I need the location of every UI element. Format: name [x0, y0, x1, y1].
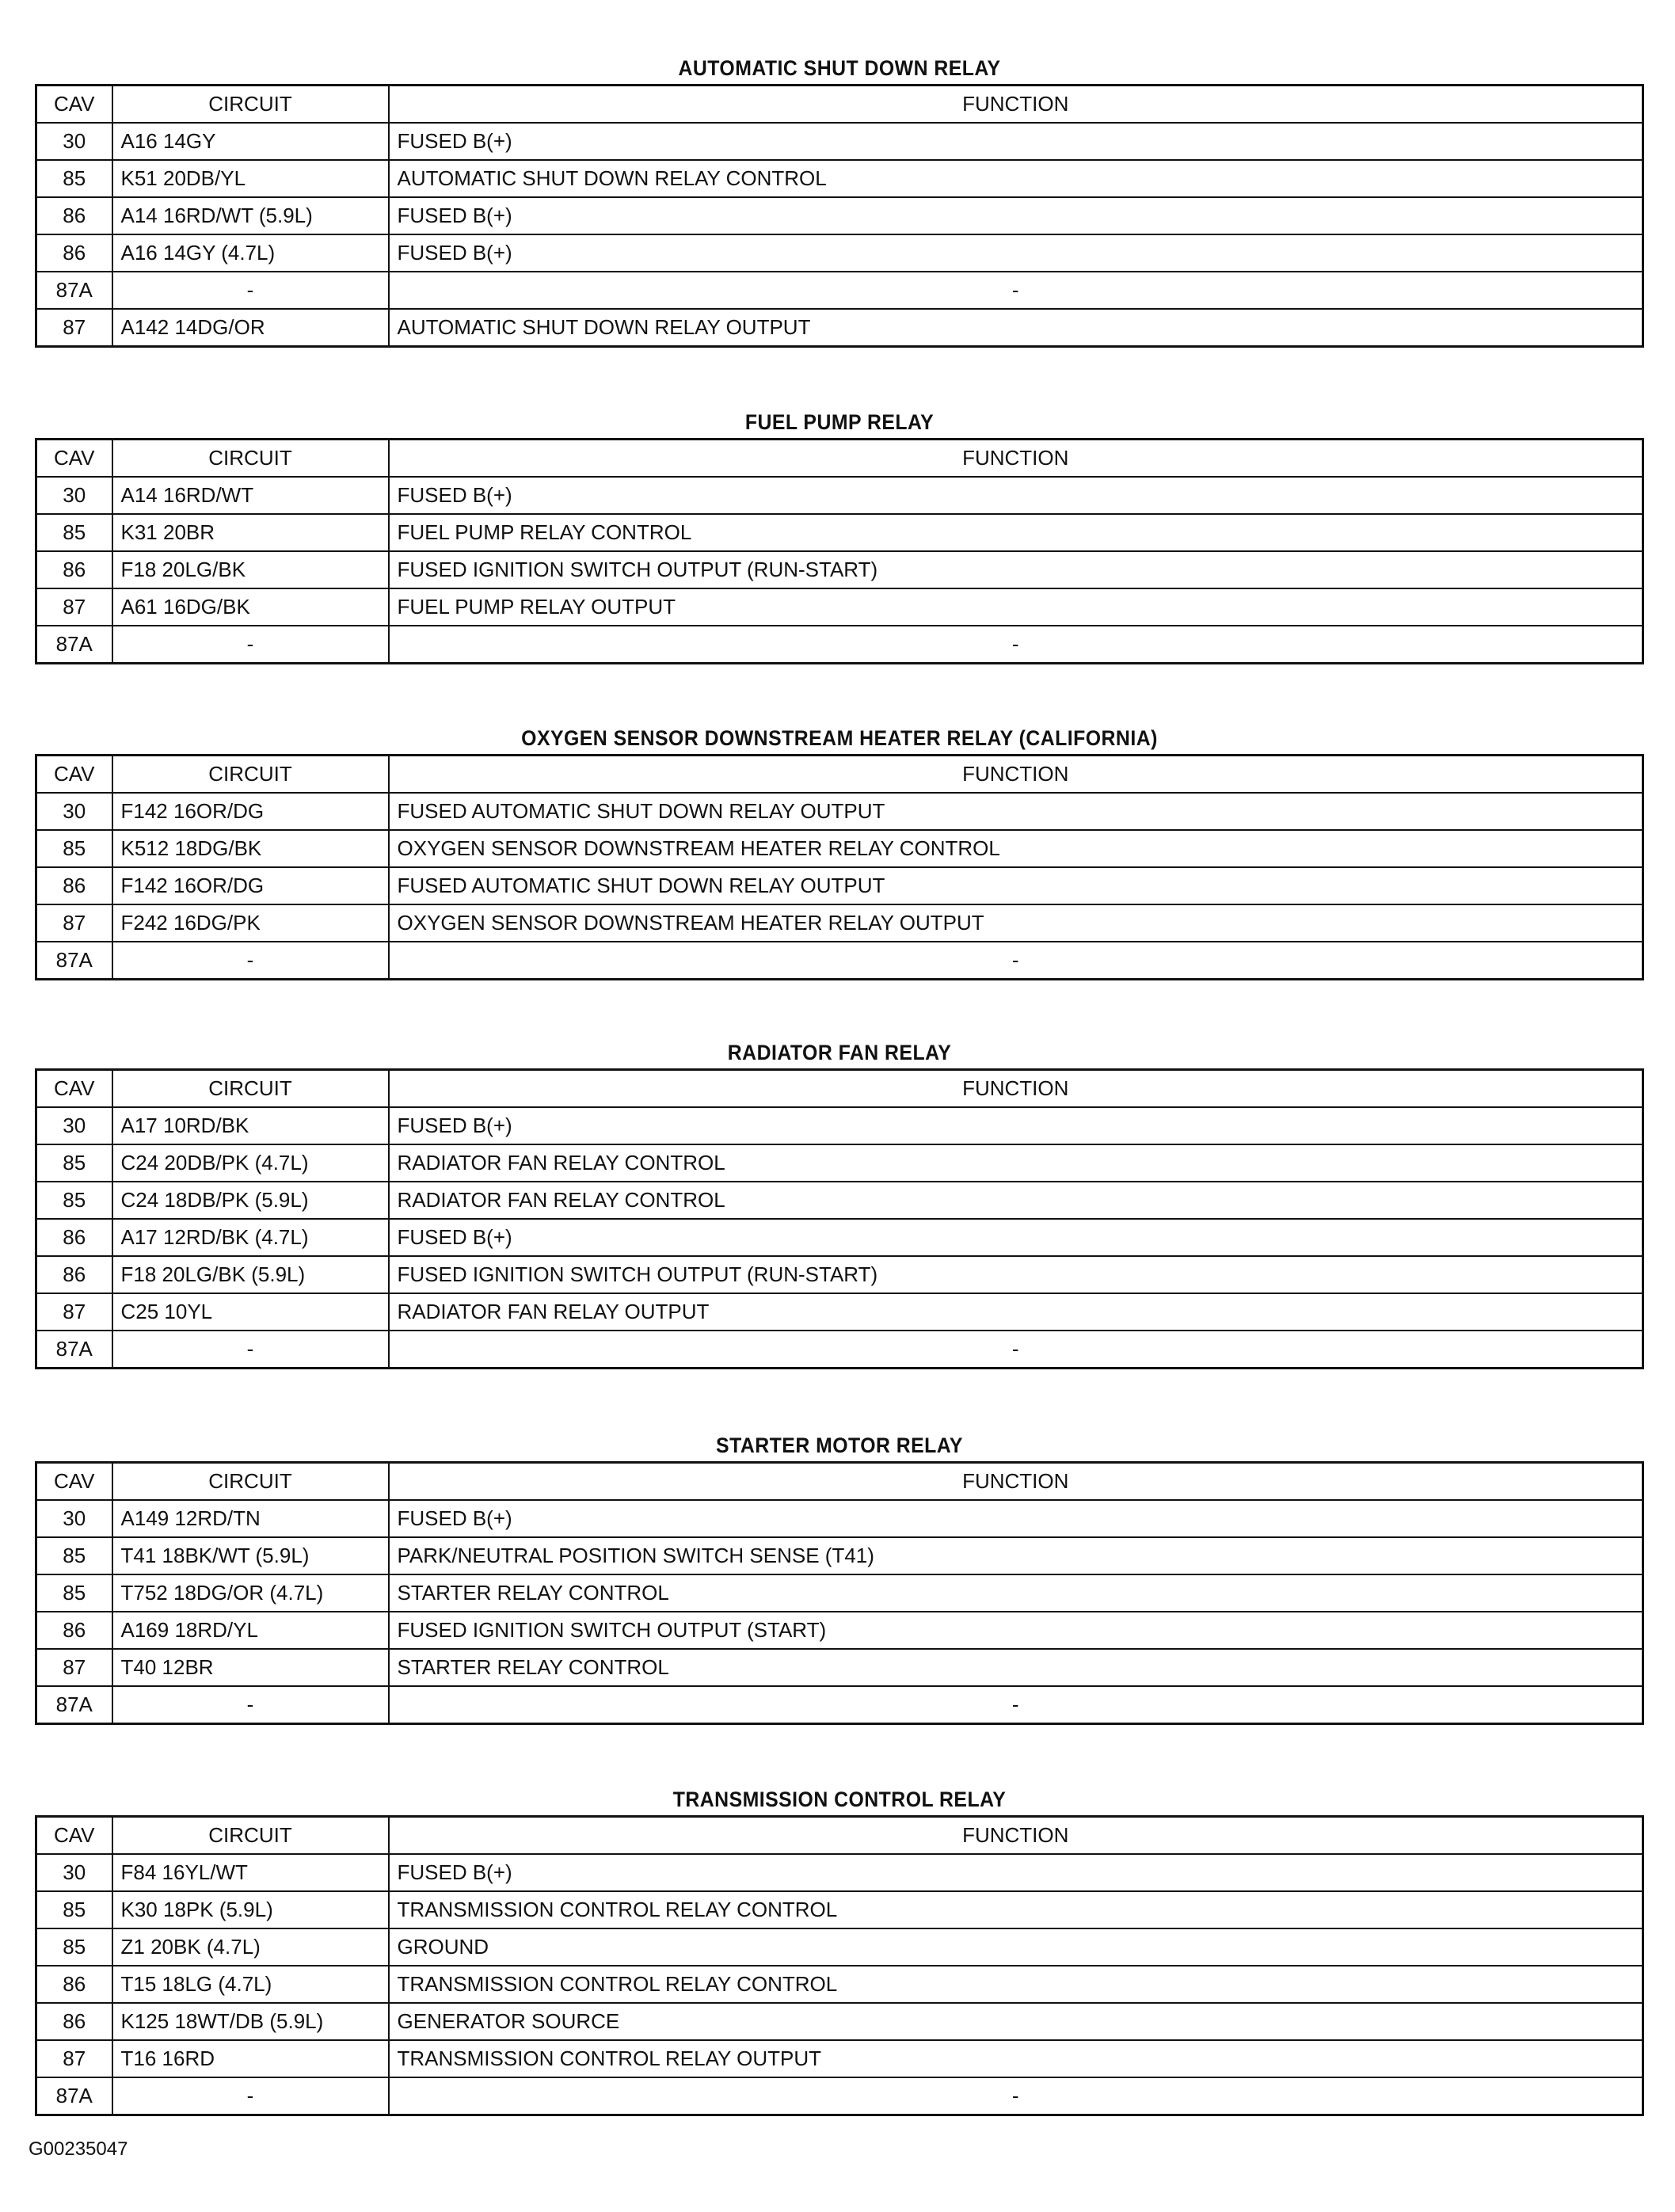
circuit-cell: K512 18DG/BK	[112, 830, 389, 867]
cav-cell: 85	[36, 160, 112, 197]
table-row	[36, 1574, 1643, 1612]
table-row	[36, 234, 1643, 272]
column-header-circuit: CIRCUIT	[112, 1817, 389, 1855]
function-cell: TRANSMISSION CONTROL RELAY CONTROL	[389, 1966, 1643, 2003]
column-header-function: FUNCTION	[389, 756, 1643, 794]
function-cell: STARTER RELAY CONTROL	[389, 1574, 1643, 1612]
column-header-circuit: CIRCUIT	[112, 1070, 389, 1108]
function-cell: FUSED B(+)	[389, 1107, 1643, 1144]
circuit-cell: A149 12RD/TN	[112, 1500, 389, 1537]
column-header-circuit: CIRCUIT	[112, 440, 389, 478]
function-cell: TRANSMISSION CONTROL RELAY OUTPUT	[389, 2040, 1643, 2077]
table-row	[36, 123, 1643, 160]
function-cell: FUSED B(+)	[389, 123, 1643, 160]
circuit-cell: F142 16OR/DG	[112, 793, 389, 830]
cav-cell: 85	[36, 1537, 112, 1574]
cav-cell: 30	[36, 793, 112, 830]
table-header-row	[36, 756, 1643, 794]
circuit-cell: A61 16DG/BK	[112, 588, 389, 626]
table-row	[36, 1256, 1643, 1293]
circuit-cell: -	[112, 2077, 389, 2115]
cav-cell: 87A	[36, 1331, 112, 1369]
table-header-row	[36, 1070, 1643, 1108]
cav-cell: 86	[36, 197, 112, 234]
function-cell: RADIATOR FAN RELAY CONTROL	[389, 1144, 1643, 1182]
table-row	[36, 1891, 1643, 1928]
cav-cell: 87A	[36, 272, 112, 309]
cav-cell: 85	[36, 1574, 112, 1612]
cav-cell: 85	[36, 1144, 112, 1182]
cav-cell: 86	[36, 234, 112, 272]
circuit-cell: -	[112, 942, 389, 980]
function-cell: FUSED B(+)	[389, 197, 1643, 234]
cav-cell: 87	[36, 588, 112, 626]
table-row	[36, 551, 1643, 588]
cav-cell: 85	[36, 514, 112, 551]
circuit-cell: F84 16YL/WT	[112, 1854, 389, 1891]
circuit-cell: -	[112, 1331, 389, 1369]
cav-cell: 30	[36, 1854, 112, 1891]
circuit-cell: T752 18DG/OR (4.7L)	[112, 1574, 389, 1612]
table-row	[36, 1928, 1643, 1966]
function-cell: FUSED B(+)	[389, 1219, 1643, 1256]
function-cell: FUSED AUTOMATIC SHUT DOWN RELAY OUTPUT	[389, 867, 1643, 904]
relay-table	[35, 1815, 1644, 2116]
circuit-cell: F18 20LG/BK (5.9L)	[112, 1256, 389, 1293]
function-cell: FUEL PUMP RELAY OUTPUT	[389, 588, 1643, 626]
relay-table	[35, 754, 1644, 980]
circuit-cell: T40 12BR	[112, 1649, 389, 1686]
function-cell: -	[389, 626, 1643, 664]
table-row	[36, 1686, 1643, 1724]
cav-cell: 85	[36, 1891, 112, 1928]
function-cell: OXYGEN SENSOR DOWNSTREAM HEATER RELAY OUTPUT	[389, 904, 1643, 942]
function-cell: AUTOMATIC SHUT DOWN RELAY CONTROL	[389, 160, 1643, 197]
table-row	[36, 272, 1643, 309]
function-cell: FUSED IGNITION SWITCH OUTPUT (START)	[389, 1612, 1643, 1649]
cav-cell: 86	[36, 867, 112, 904]
cav-cell: 30	[36, 477, 112, 514]
circuit-cell: Z1 20BK (4.7L)	[112, 1928, 389, 1966]
table-row	[36, 626, 1643, 664]
function-cell: FUSED AUTOMATIC SHUT DOWN RELAY OUTPUT	[389, 793, 1643, 830]
cav-cell: 87	[36, 1649, 112, 1686]
relay-title: TRANSMISSION CONTROL RELAY	[672, 1787, 1007, 1811]
relay-section-radiator-fan-relay	[35, 1037, 1644, 1369]
function-cell: FUSED IGNITION SWITCH OUTPUT (RUN-START)	[389, 1256, 1643, 1293]
relay-title: OXYGEN SENSOR DOWNSTREAM HEATER RELAY (CALIFORNIA)	[521, 726, 1158, 750]
cav-cell: 86	[36, 1256, 112, 1293]
cav-cell: 30	[36, 123, 112, 160]
column-header-cav: CAV	[36, 756, 112, 794]
function-cell: FUSED B(+)	[389, 1854, 1643, 1891]
circuit-cell: A169 18RD/YL	[112, 1612, 389, 1649]
cav-cell: 85	[36, 1928, 112, 1966]
column-header-cav: CAV	[36, 1817, 112, 1855]
table-row	[36, 309, 1643, 347]
circuit-cell: F242 16DG/PK	[112, 904, 389, 942]
table-row	[36, 1144, 1643, 1182]
function-cell: FUSED B(+)	[389, 234, 1643, 272]
circuit-cell: -	[112, 626, 389, 664]
relay-title: FUEL PUMP RELAY	[744, 410, 935, 434]
function-cell: AUTOMATIC SHUT DOWN RELAY OUTPUT	[389, 309, 1643, 347]
table-row	[36, 477, 1643, 514]
function-cell: FUSED IGNITION SWITCH OUTPUT (RUN-START)	[389, 551, 1643, 588]
function-cell: GROUND	[389, 1928, 1643, 1966]
circuit-cell: F18 20LG/BK	[112, 551, 389, 588]
column-header-circuit: CIRCUIT	[112, 756, 389, 794]
circuit-cell: K51 20DB/YL	[112, 160, 389, 197]
function-cell: -	[389, 2077, 1643, 2115]
table-row	[36, 1854, 1643, 1891]
table-header-row	[36, 440, 1643, 478]
circuit-cell: A14 16RD/WT	[112, 477, 389, 514]
relay-title: STARTER MOTOR RELAY	[716, 1433, 963, 1457]
relay-table	[35, 438, 1644, 664]
cav-cell: 86	[36, 1612, 112, 1649]
relay-section-starter-motor-relay	[35, 1430, 1644, 1725]
table-row	[36, 942, 1643, 980]
function-cell: -	[389, 1686, 1643, 1724]
column-header-function: FUNCTION	[389, 1463, 1643, 1501]
relay-title: RADIATOR FAN RELAY	[727, 1041, 952, 1064]
table-row	[36, 904, 1643, 942]
column-header-cav: CAV	[36, 86, 112, 124]
table-row	[36, 197, 1643, 234]
column-header-circuit: CIRCUIT	[112, 86, 389, 124]
function-cell: TRANSMISSION CONTROL RELAY CONTROL	[389, 1891, 1643, 1928]
function-cell: FUSED B(+)	[389, 477, 1643, 514]
cav-cell: 86	[36, 1966, 112, 2003]
cav-cell: 87A	[36, 626, 112, 664]
table-header-row	[36, 86, 1643, 124]
column-header-cav: CAV	[36, 440, 112, 478]
circuit-cell: K31 20BR	[112, 514, 389, 551]
table-row	[36, 2040, 1643, 2077]
circuit-cell: F142 16OR/DG	[112, 867, 389, 904]
table-row	[36, 1182, 1643, 1219]
column-header-circuit: CIRCUIT	[112, 1463, 389, 1501]
function-cell: -	[389, 272, 1643, 309]
cav-cell: 86	[36, 2003, 112, 2040]
circuit-cell: T16 16RD	[112, 2040, 389, 2077]
cav-cell: 87A	[36, 942, 112, 980]
column-header-function: FUNCTION	[389, 1817, 1643, 1855]
function-cell: GENERATOR SOURCE	[389, 2003, 1643, 2040]
function-cell: RADIATOR FAN RELAY CONTROL	[389, 1182, 1643, 1219]
cav-cell: 85	[36, 830, 112, 867]
table-row	[36, 2077, 1643, 2115]
circuit-cell: K125 18WT/DB (5.9L)	[112, 2003, 389, 2040]
circuit-cell: -	[112, 1686, 389, 1724]
table-row	[36, 588, 1643, 626]
column-header-function: FUNCTION	[389, 86, 1643, 124]
table-row	[36, 830, 1643, 867]
column-header-function: FUNCTION	[389, 440, 1643, 478]
function-cell: -	[389, 942, 1643, 980]
function-cell: RADIATOR FAN RELAY OUTPUT	[389, 1293, 1643, 1331]
circuit-cell: A142 14DG/OR	[112, 309, 389, 347]
circuit-cell: A17 10RD/BK	[112, 1107, 389, 1144]
circuit-cell: T41 18BK/WT (5.9L)	[112, 1537, 389, 1574]
table-row	[36, 1500, 1643, 1537]
table-row	[36, 1537, 1643, 1574]
cav-cell: 30	[36, 1500, 112, 1537]
relay-section-automatic-shut-down-relay	[35, 52, 1644, 348]
column-header-cav: CAV	[36, 1070, 112, 1108]
cav-cell: 87	[36, 2040, 112, 2077]
function-cell: STARTER RELAY CONTROL	[389, 1649, 1643, 1686]
table-row	[36, 1219, 1643, 1256]
table-row	[36, 1331, 1643, 1369]
table-row	[36, 1966, 1643, 2003]
table-row	[36, 160, 1643, 197]
table-header-row	[36, 1817, 1643, 1855]
circuit-cell: C24 20DB/PK (4.7L)	[112, 1144, 389, 1182]
column-header-function: FUNCTION	[389, 1070, 1643, 1108]
table-row	[36, 2003, 1643, 2040]
cav-cell: 87A	[36, 1686, 112, 1724]
cav-cell: 86	[36, 1219, 112, 1256]
function-cell: -	[389, 1331, 1643, 1369]
circuit-cell: A16 14GY	[112, 123, 389, 160]
circuit-cell: K30 18PK (5.9L)	[112, 1891, 389, 1928]
cav-cell: 87	[36, 904, 112, 942]
table-row	[36, 1293, 1643, 1331]
circuit-cell: T15 18LG (4.7L)	[112, 1966, 389, 2003]
relay-table	[35, 84, 1644, 348]
table-header-row	[36, 1463, 1643, 1501]
table-row	[36, 1612, 1643, 1649]
figure-id: G00235047	[29, 2138, 128, 2160]
cav-cell: 85	[36, 1182, 112, 1219]
function-cell: FUSED B(+)	[389, 1500, 1643, 1537]
cav-cell: 87	[36, 309, 112, 347]
function-cell: PARK/NEUTRAL POSITION SWITCH SENSE (T41)	[389, 1537, 1643, 1574]
table-row	[36, 793, 1643, 830]
relay-section-transmission-control-relay	[35, 1784, 1644, 2116]
table-row	[36, 1649, 1643, 1686]
column-header-cav: CAV	[36, 1463, 112, 1501]
relay-section-fuel-pump-relay	[35, 406, 1644, 664]
circuit-cell: A16 14GY (4.7L)	[112, 234, 389, 272]
function-cell: FUEL PUMP RELAY CONTROL	[389, 514, 1643, 551]
circuit-cell: A17 12RD/BK (4.7L)	[112, 1219, 389, 1256]
cav-cell: 87	[36, 1293, 112, 1331]
cav-cell: 86	[36, 551, 112, 588]
function-cell: OXYGEN SENSOR DOWNSTREAM HEATER RELAY CONTROL	[389, 830, 1643, 867]
circuit-cell: C25 10YL	[112, 1293, 389, 1331]
table-row	[36, 867, 1643, 904]
cav-cell: 30	[36, 1107, 112, 1144]
cav-cell: 87A	[36, 2077, 112, 2115]
circuit-cell: -	[112, 272, 389, 309]
relay-table	[35, 1068, 1644, 1369]
relay-title: AUTOMATIC SHUT DOWN RELAY	[678, 56, 1001, 80]
relay-section-oxygen-sensor-downstream-heater-relay-california	[35, 722, 1644, 980]
table-row	[36, 1107, 1643, 1144]
relay-table	[35, 1461, 1644, 1725]
circuit-cell: C24 18DB/PK (5.9L)	[112, 1182, 389, 1219]
circuit-cell: A14 16RD/WT (5.9L)	[112, 197, 389, 234]
table-row	[36, 514, 1643, 551]
